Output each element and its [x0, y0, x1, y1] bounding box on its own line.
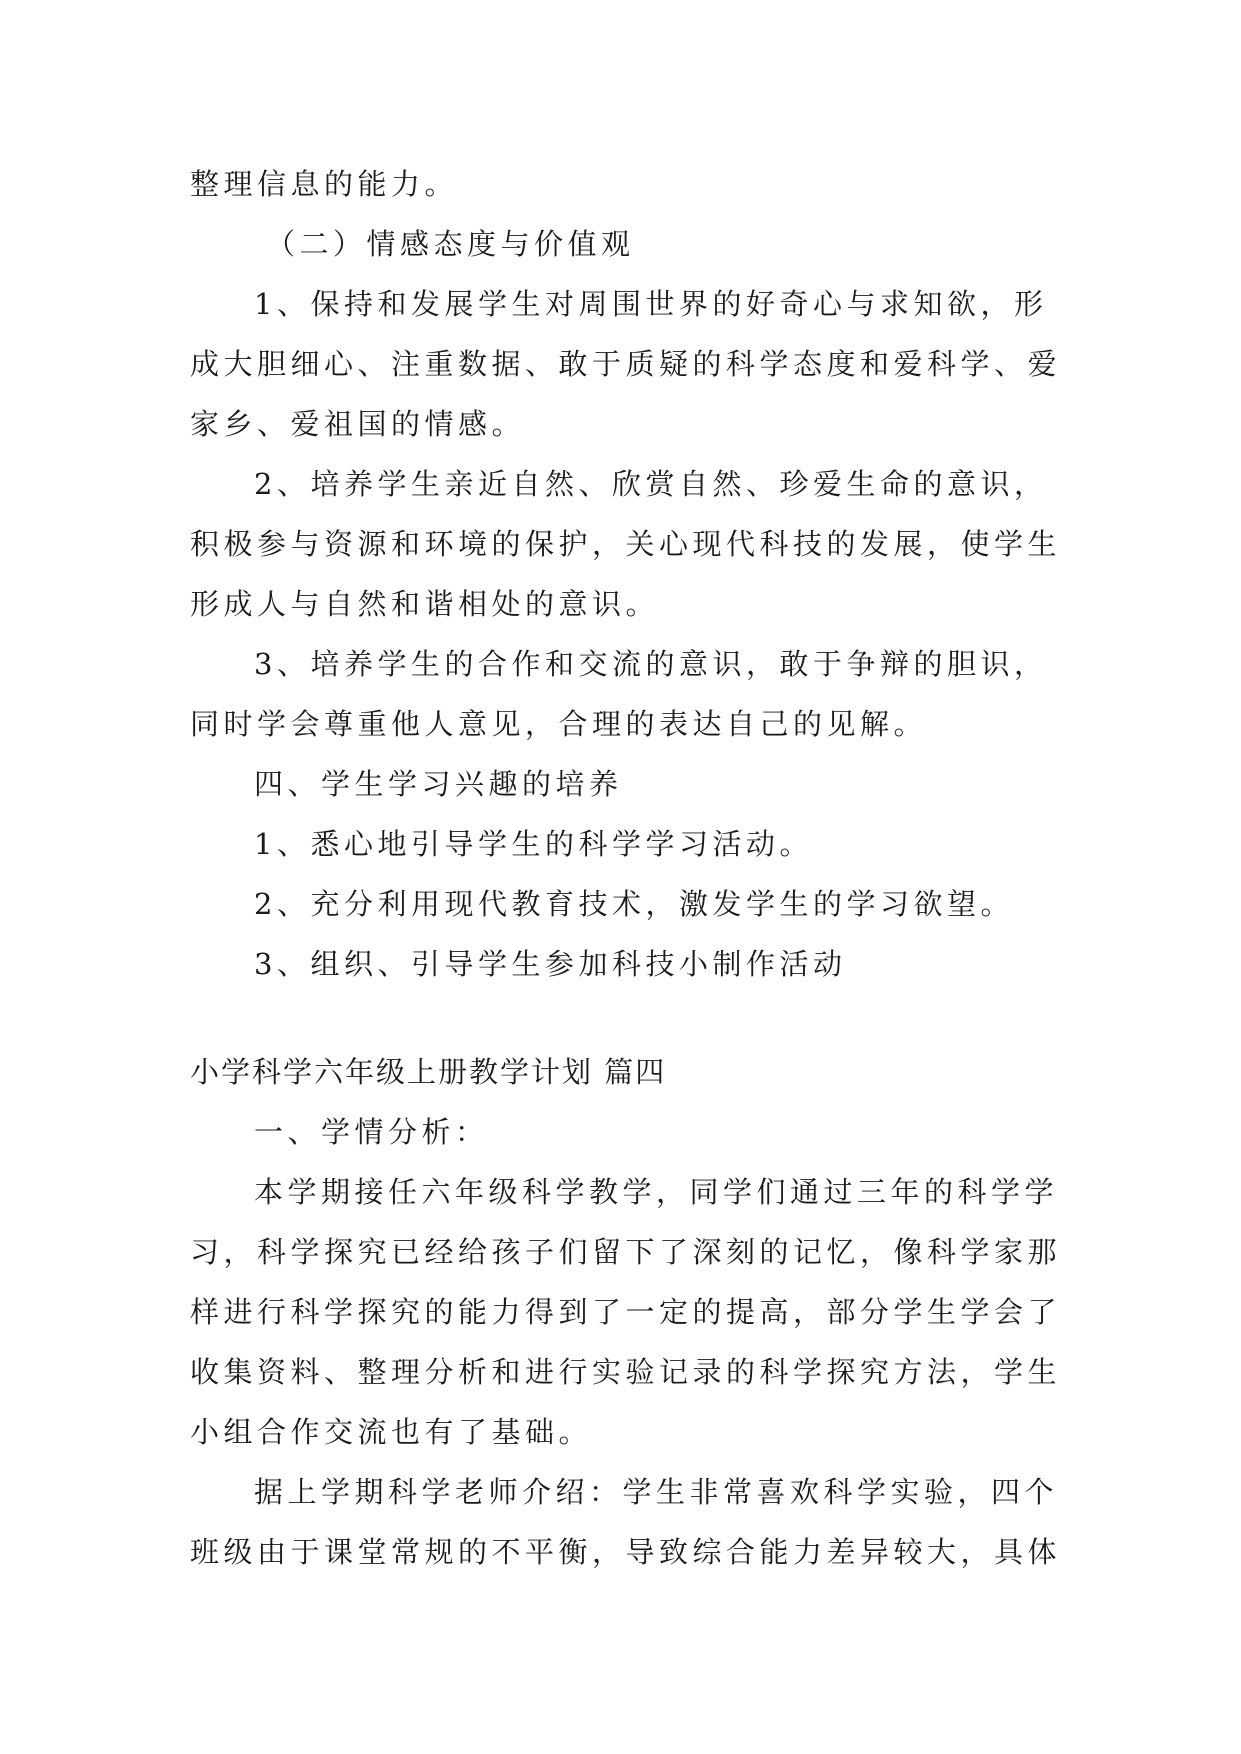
section-heading: 一、学情分析：	[254, 1115, 489, 1149]
paragraph-line: 收集资料、整理分析和进行实验记录的科学探究方法，学生	[190, 1355, 1062, 1389]
paragraph-line: 积极参与资源和环境的保护，关心现代科技的发展，使学生	[190, 527, 1062, 561]
paragraph-line: 整理信息的能力。	[190, 167, 459, 201]
paragraph-line: 1、保持和发展学生对周围世界的好奇心与求知欲，形	[254, 287, 1048, 321]
paragraph-line: 家乡、爱祖国的情感。	[190, 407, 526, 441]
paragraph-line: 成大胆细心、注重数据、敢于质疑的科学态度和爱科学、爱	[190, 347, 1062, 381]
paragraph-line: 据上学期科学老师介绍：学生非常喜欢科学实验，四个	[254, 1475, 1059, 1509]
paragraph-line: 1、悉心地引导学生的科学学习活动。	[254, 827, 813, 861]
paragraph-line: 2、充分利用现代教育技术，激发学生的学习欲望。	[254, 887, 1014, 921]
paragraph-line: 2、培养学生亲近自然、欣赏自然、珍爱生命的意识，	[254, 467, 1048, 501]
paragraph-line: 班级由于课堂常规的不平衡，导致综合能力差异较大，具体	[190, 1535, 1062, 1569]
section-heading: （二）情感态度与价值观	[266, 227, 635, 261]
paragraph-line: 3、培养学生的合作和交流的意识，敢于争辩的胆识，	[254, 647, 1048, 681]
paragraph-line: 3、组织、引导学生参加科技小制作活动	[254, 947, 847, 981]
paragraph-line: 小组合作交流也有了基础。	[190, 1415, 593, 1449]
document-title: 小学科学六年级上册教学计划 篇四	[190, 1055, 667, 1089]
paragraph-line: 样进行科学探究的能力得到了一定的提高，部分学生学会了	[190, 1295, 1062, 1329]
paragraph-line: 同时学会尊重他人意见，合理的表达自己的见解。	[190, 707, 928, 741]
paragraph-line: 本学期接任六年级科学教学，同学们通过三年的科学学	[254, 1175, 1059, 1209]
paragraph-line: 形成人与自然和谐相处的意识。	[190, 587, 660, 621]
section-heading: 四、学生学习兴趣的培养	[254, 767, 623, 801]
paragraph-line: 习，科学探究已经给孩子们留下了深刻的记忆，像科学家那	[190, 1235, 1062, 1269]
